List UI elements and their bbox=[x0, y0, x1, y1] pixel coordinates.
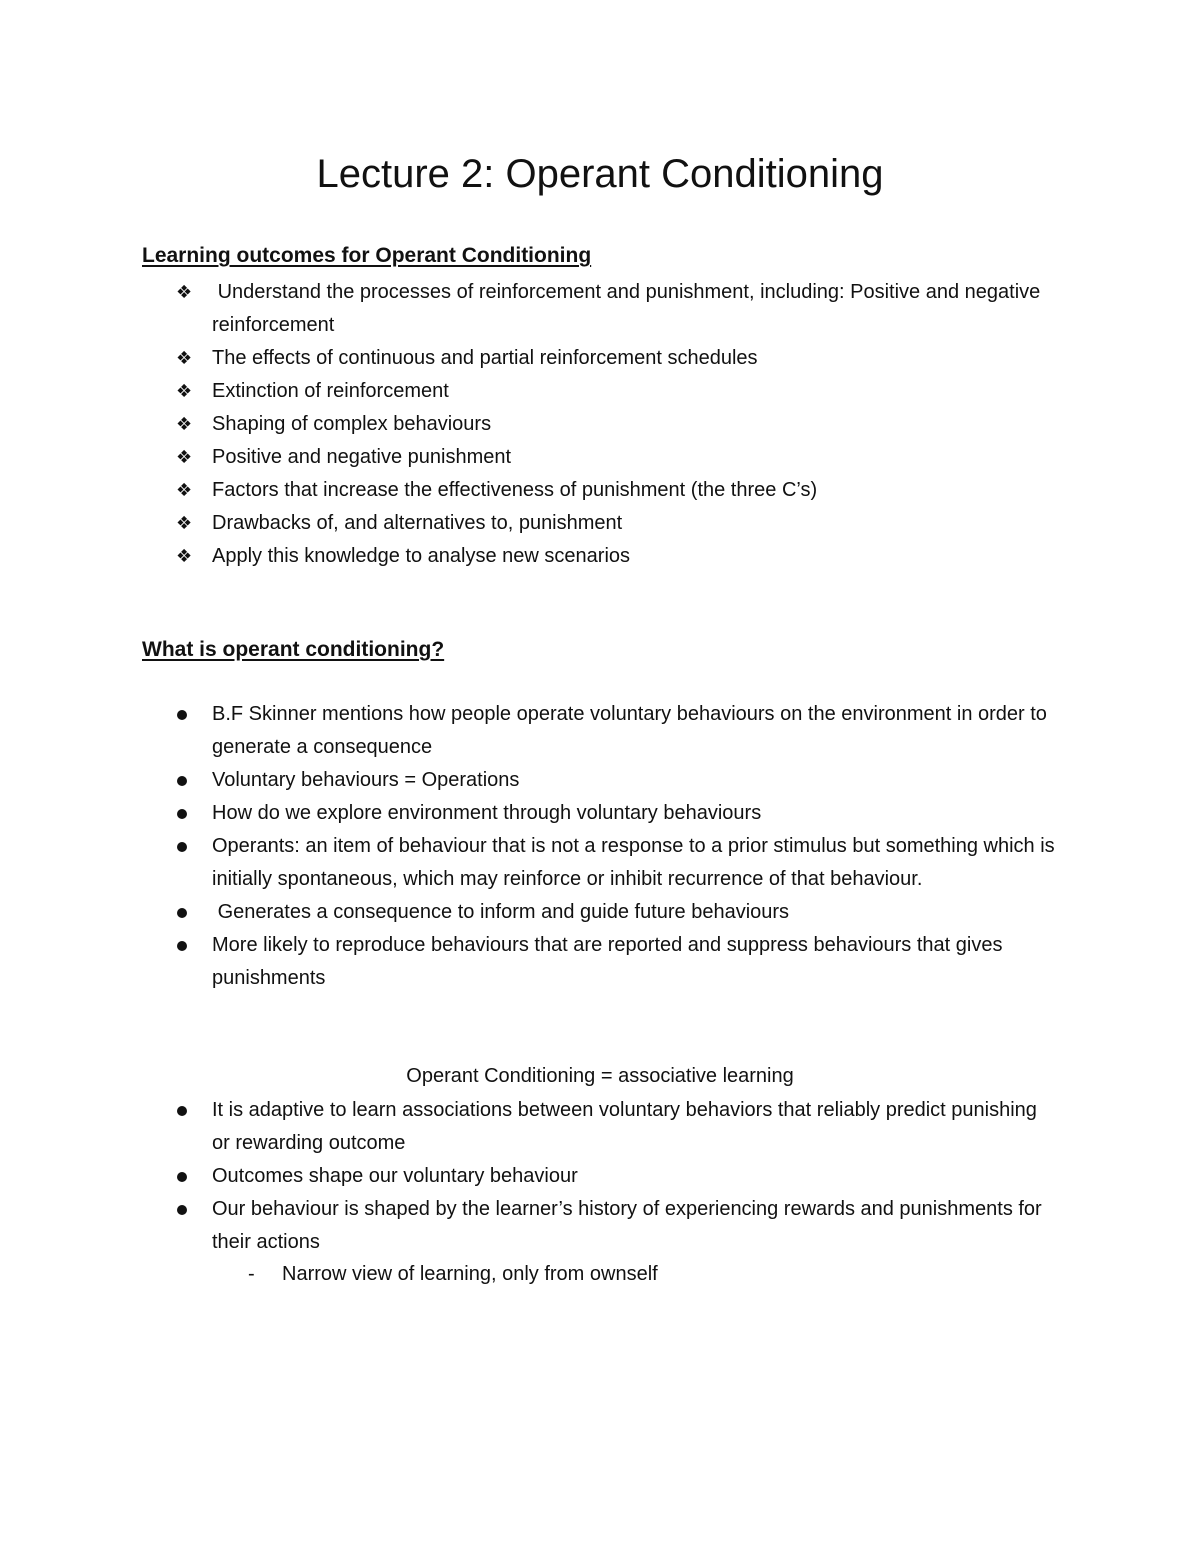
list-item-text: Operants: an item of behaviour that is not a response to a prior stimulus but something which is initially spontaneous, which may reinforce or inhibit recurrence of that behaviour. bbox=[212, 835, 1055, 890]
associative-learning-statement: Operant Conditioning = associative learning bbox=[406, 1065, 794, 1087]
round-bullet-icon bbox=[177, 908, 187, 918]
list-item-text: It is adaptive to learn associations between voluntary behaviors that reliably predict punishing or rewarding outcome bbox=[212, 1099, 1037, 1154]
learning-outcomes-list bbox=[0, 276, 1200, 573]
list-item bbox=[0, 764, 1200, 797]
list-item bbox=[0, 408, 1200, 441]
list-item bbox=[0, 441, 1200, 474]
list-item-text: More likely to reproduce behaviours that are reported and suppress behaviours that gives punishments bbox=[212, 934, 1003, 989]
sub-list-item bbox=[248, 1258, 658, 1291]
list-item bbox=[0, 1160, 1200, 1193]
list-item-text: The effects of continuous and partial reinforcement schedules bbox=[212, 347, 758, 369]
sub-list-item-text: Narrow view of learning, only from ownself bbox=[282, 1263, 658, 1285]
list-item-text: Understand the processes of reinforcement and punishment, including: Positive and negative reinforcement bbox=[212, 281, 1046, 336]
dash-bullet: - bbox=[248, 1263, 255, 1285]
list-item-text: Voluntary behaviours = Operations bbox=[212, 769, 520, 791]
diamond-bullet-icon: ❖ bbox=[176, 381, 193, 401]
round-bullet-icon bbox=[177, 710, 187, 720]
list-item-text: Positive and negative punishment bbox=[212, 446, 512, 468]
what-is-operant-heading: What is operant conditioning? bbox=[142, 638, 445, 661]
list-item-text: Factors that increase the effectiveness of punishment (the three C’s) bbox=[212, 479, 818, 501]
list-item-text: Apply this knowledge to analyse new scenarios bbox=[212, 545, 631, 567]
list-item-text: How do we explore environment through voluntary behaviours bbox=[212, 802, 762, 824]
page-title: Lecture 2: Operant Conditioning bbox=[316, 152, 884, 196]
list-item-text: Our behaviour is shaped by the learner’s history of experiencing rewards and punishments for their actions bbox=[212, 1198, 1042, 1253]
list-item-text: Outcomes shape our voluntary behaviour bbox=[212, 1165, 578, 1187]
list-item bbox=[0, 474, 1200, 507]
list-item bbox=[0, 276, 1200, 342]
list-item-text: Drawbacks of, and alternatives to, punishment bbox=[212, 512, 623, 534]
diamond-bullet-icon: ❖ bbox=[176, 480, 193, 500]
associative-learning-list bbox=[0, 1094, 1200, 1259]
round-bullet-icon bbox=[177, 842, 187, 852]
list-item bbox=[0, 929, 1200, 995]
round-bullet-icon bbox=[177, 941, 187, 951]
diamond-bullet-icon: ❖ bbox=[176, 546, 193, 566]
round-bullet-icon bbox=[177, 776, 187, 786]
list-item bbox=[0, 375, 1200, 408]
list-item bbox=[0, 830, 1200, 896]
round-bullet-icon bbox=[177, 1205, 187, 1215]
what-is-operant-list bbox=[0, 698, 1200, 995]
list-item bbox=[0, 1094, 1200, 1160]
list-item bbox=[0, 698, 1200, 764]
diamond-bullet-icon: ❖ bbox=[176, 282, 193, 302]
round-bullet-icon bbox=[177, 1172, 187, 1182]
diamond-bullet-icon: ❖ bbox=[176, 414, 193, 434]
diamond-bullet-icon: ❖ bbox=[176, 348, 193, 368]
list-item bbox=[0, 896, 1200, 929]
list-item-text: Shaping of complex behaviours bbox=[212, 413, 492, 435]
diamond-bullet-icon: ❖ bbox=[176, 447, 193, 467]
round-bullet-icon bbox=[177, 809, 187, 819]
list-item bbox=[0, 507, 1200, 540]
learning-outcomes-heading: Learning outcomes for Operant Conditioning bbox=[142, 244, 592, 267]
round-bullet-icon bbox=[177, 1106, 187, 1116]
list-item bbox=[0, 540, 1200, 573]
list-item bbox=[0, 1193, 1200, 1259]
diamond-bullet-icon: ❖ bbox=[176, 513, 193, 533]
list-item bbox=[0, 342, 1200, 375]
list-item bbox=[0, 797, 1200, 830]
list-item-text: Extinction of reinforcement bbox=[212, 380, 449, 402]
list-item-text: B.F Skinner mentions how people operate voluntary behaviours on the environment in order to generate a consequence bbox=[212, 703, 1047, 758]
list-item-text: Generates a consequence to inform and guide future behaviours bbox=[212, 901, 790, 923]
